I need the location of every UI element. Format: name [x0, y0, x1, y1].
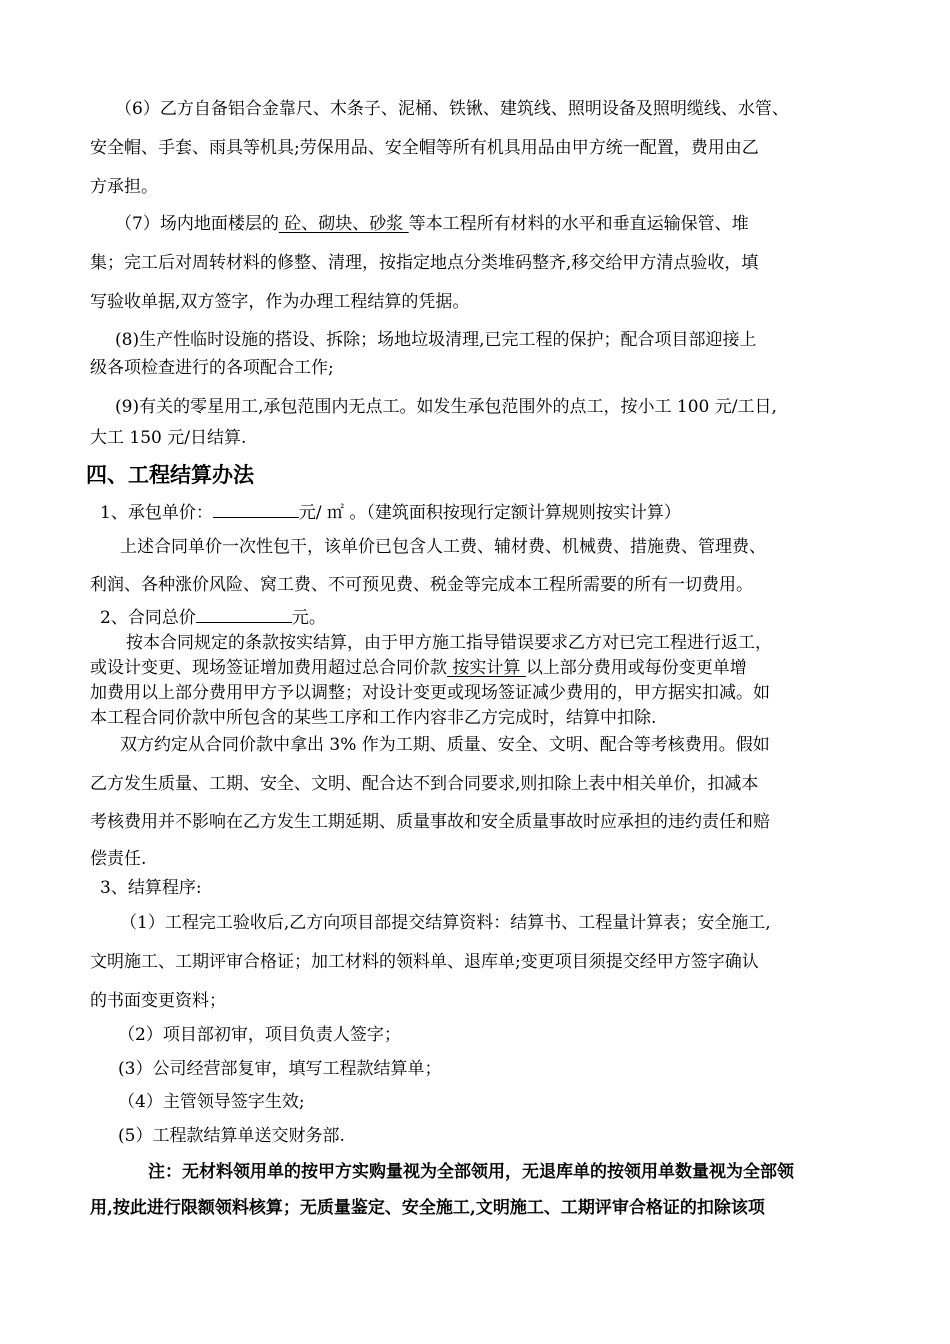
procedure-heading: 3、结算程序: — [100, 878, 202, 898]
clause-9-line-1: (9)有关的零星用工,承包范围内无点工。如发生承包范围外的点工，按小工 100 元/工日, — [115, 397, 777, 417]
settlement-para-text-c: 以上部分费用或每份变更单增 — [525, 658, 747, 678]
unit-price-note-2: 利润、各种涨价风险、窝工费、不可预见费、税金等完成本工程所需要的所有一切费用。 — [90, 575, 753, 595]
procedure-1-line-3: 的书面变更资料； — [90, 991, 226, 1011]
assessment-line-2: 乙方发生质量、工期、安全、文明、配合达不到合同要求,则扣除上表中相关单价，扣减本 — [90, 774, 759, 794]
unit-price-line — [100, 501, 681, 524]
total-price-line — [100, 606, 326, 629]
unit-price-label: 1、承包单价： — [100, 503, 213, 523]
unit-price-note-1: 上述合同单价一次性包干，该单价已包含人工费、辅材费、机械费、措施费、管理费、 — [120, 537, 766, 557]
clause-6-line-1: （6）乙方自备铝合金靠尺、木条子、泥桶、铁锹、建筑线、照明设备及照明缆线、水管、 — [115, 99, 789, 119]
settlement-para-line-3: 加费用以上部分费用甲方予以调整；对设计变更或现场签证减少费用的，甲方据实扣减。如 — [90, 683, 770, 703]
clause-8-line-1: (8)生产性临时设施的搭设、拆除；场地垃圾清理,已完工程的保护；配合项目部迎接上 — [115, 330, 757, 350]
procedure-2: （2）项目部初审，项目负责人签字； — [118, 1025, 401, 1045]
clause-7-line-1 — [115, 213, 749, 235]
settlement-para-text-a: 或设计变更、现场签证增加费用超过总合同价款 — [90, 658, 447, 678]
unit-price-suffix: 元/ ㎡ 。（建筑面积按现行定额计算规则按实计算） — [298, 503, 681, 523]
settlement-para-line-2 — [90, 657, 747, 679]
clause-7-text-a: （7）场内地面楼层的 — [115, 214, 279, 234]
procedure-4: （4）主管领导签字生效; — [118, 1092, 305, 1112]
settlement-para-line-1: 按本合同规定的条款按实结算，由于甲方施工指导错误要求乙方对已完工程进行返工， — [126, 633, 772, 653]
total-price-label: 2、合同总价 — [100, 608, 196, 628]
assessment-line-4: 偿责任. — [90, 849, 147, 869]
procedure-1-line-1: （1）工程完工验收后,乙方向项目部提交结算资料：结算书、工程量计算表；安全施工, — [120, 913, 771, 933]
clause-7-text-c: 等本工程所有材料的水平和垂直运输保管、堆 — [408, 214, 749, 234]
procedure-3: (3）公司经营部复审，填写工程款结算单； — [118, 1059, 442, 1079]
clause-8-line-2: 级各项检查进行的各项配合工作; — [90, 358, 334, 378]
clause-7-line-2: 集；完工后对周转材料的修整、清理，按指定地点分类堆码整齐,移交给甲方清点验收，填 — [90, 253, 759, 273]
section-heading: 四、工程结算办法 — [86, 463, 254, 487]
assessment-line-1: 双方约定从合同价款中拿出 3% 作为工期、质量、安全、文明、配合等考核费用。假如 — [120, 735, 770, 755]
clause-7-line-3: 写验收单据,双方签字，作为办理工程结算的凭据。 — [90, 292, 470, 312]
total-price-suffix: 元。 — [291, 608, 326, 628]
settlement-para-line-4: 本工程合同价款中所包含的某些工序和工作内容非乙方完成时，结算中扣除. — [90, 708, 657, 728]
total-price-blank — [196, 606, 292, 623]
clause-6-line-3: 方承担。 — [90, 177, 158, 197]
unit-price-blank — [213, 501, 299, 518]
clause-9-line-2: 大工 150 元/日结算. — [90, 428, 247, 448]
procedure-5: (5）工程款结算单送交财务部. — [118, 1126, 345, 1146]
materials-underlined: 砼、砌块、砂浆 — [278, 214, 409, 234]
note-line-2: 用,按此进行限额领料核算；无质量鉴定、安全施工,文明施工、工期评审合格证的扣除该项 — [90, 1198, 765, 1218]
note-line-1: 注：无材料领用单的按甲方实购量视为全部领用，无退库单的按领用单数量视为全部领 — [148, 1162, 794, 1182]
clause-6-line-2: 安全帽、手套、雨具等机具;劳保用品、安全帽等所有机具用品由甲方统一配置，费用由乙 — [90, 138, 759, 158]
assessment-line-3: 考核费用并不影响在乙方发生工期延期、质量事故和安全质量事故时应承担的违约责任和赔 — [90, 812, 770, 832]
actual-calc-underlined: 按实计算 — [447, 658, 526, 678]
procedure-1-line-2: 文明施工、工期评审合格证；加工材料的领料单、退库单;变更项目须提交经甲方签字确认 — [90, 952, 759, 972]
